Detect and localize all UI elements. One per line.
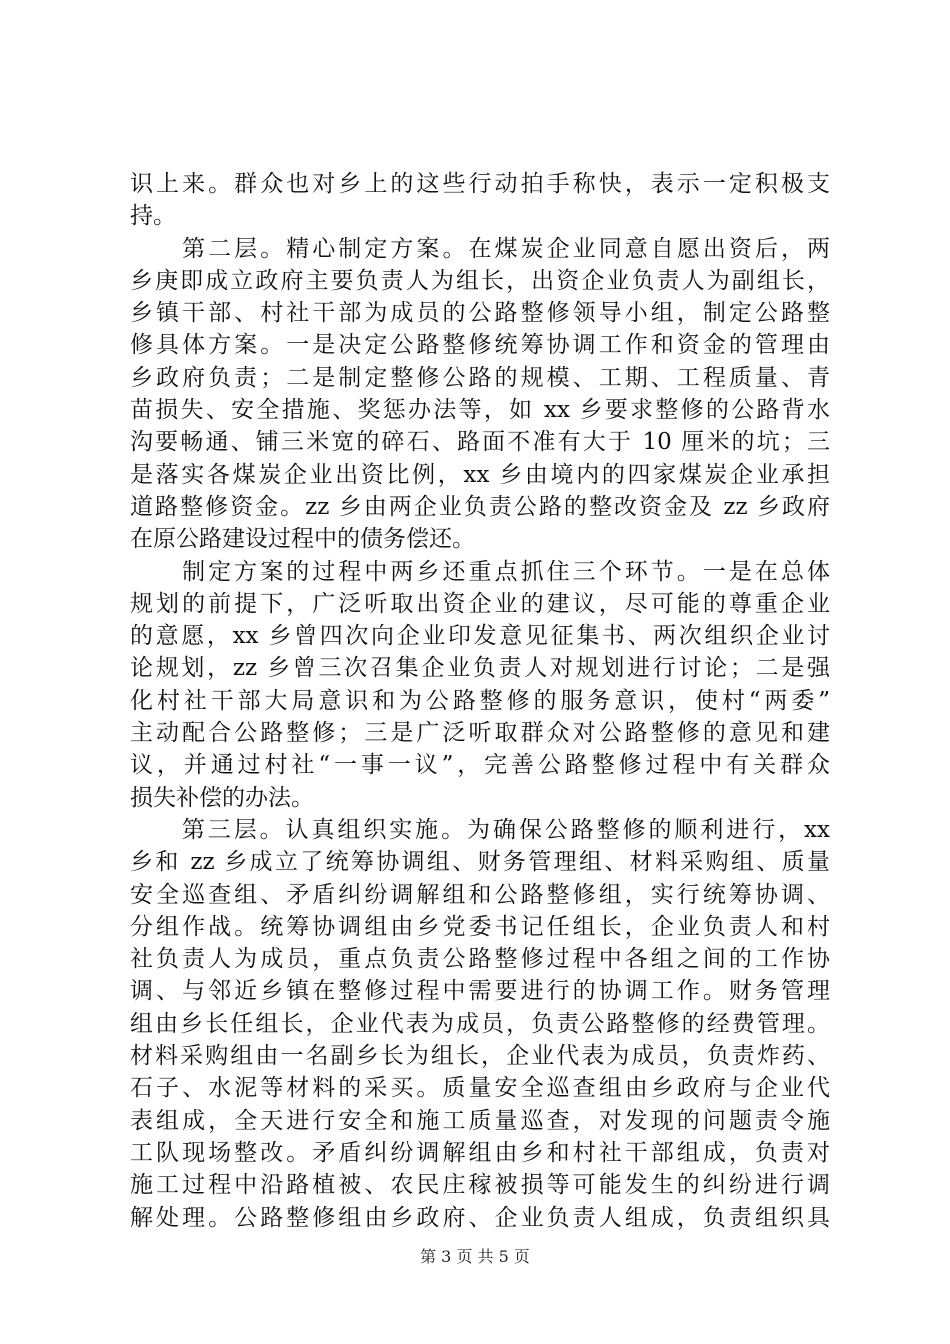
text-line: 的意愿，xx 乡曾四次向企业印发意见征集书、两次组织企业讨 bbox=[130, 623, 830, 650]
text-line: 修具体方案。一是决定公路整修统筹协调工作和资金的管理由 bbox=[130, 332, 830, 359]
text-line: 材料采购组由一名副乡长为组长，企业代表为成员，负责炸药、 bbox=[130, 1043, 830, 1070]
text-line: 是落实各煤炭企业出资比例，xx 乡由境内的四家煤炭企业承担 bbox=[130, 461, 830, 488]
text-line: 安全巡查组、矛盾纠纷调解组和公路整修组，实行统筹协调、 bbox=[130, 881, 830, 908]
paragraph bbox=[130, 556, 830, 814]
text-line: 乡镇干部、村社干部为成员的公路整修领导小组，制定公路整 bbox=[130, 300, 830, 327]
text-line: 识上来。群众也对乡上的这些行动拍手称快，表示一定积极支 bbox=[130, 171, 830, 197]
text-line: 道路整修资金。zz 乡由两企业负责公路的整改资金及 zz 乡政府 bbox=[130, 493, 830, 520]
text-line: 沟要畅通、铺三米宽的碎石、路面不准有大于 10 厘米的坑；三 bbox=[130, 429, 830, 456]
text-line: 乡庚即成立政府主要负责人为组长，出资企业负责人为副组长， bbox=[130, 267, 830, 294]
text-line: 解处理。公路整修组由乡政府、企业负责人组成，负责组织具 bbox=[130, 1204, 830, 1231]
text-line: 调、与邻近乡镇在整修过程中需要进行的协调工作。财务管理 bbox=[130, 978, 830, 1005]
text-line: 主动配合公路整修；三是广泛听取群众对公路整修的意见和建 bbox=[130, 720, 830, 747]
paragraph bbox=[130, 233, 830, 556]
text-line: 规划的前提下，广泛听取出资企业的建议，尽可能的尊重企业 bbox=[130, 590, 830, 617]
text-line: 乡和 zz 乡成立了统筹协调组、财务管理组、材料采购组、质量 bbox=[130, 849, 830, 876]
paragraph bbox=[130, 814, 830, 1234]
text-line: 损失补偿的办法。 bbox=[130, 784, 314, 811]
text-line: 表组成，全天进行安全和施工质量巡查，对发现的问题责令施 bbox=[130, 1107, 830, 1134]
text-line: 乡政府负责；二是制定整修公路的规模、工期、工程质量、青 bbox=[130, 364, 830, 391]
text-line: 持。 bbox=[130, 203, 176, 230]
text-line: 议，并通过村社“一事一议”，完善公路整修过程中有关群众 bbox=[130, 752, 830, 779]
text-line: 在原公路建设过程中的债务偿还。 bbox=[130, 526, 475, 553]
text-line: 工队现场整改。矛盾纠纷调解组由乡和村社干部组成，负责对 bbox=[130, 1139, 830, 1166]
text-line: 苗损失、安全措施、奖惩办法等，如 xx 乡要求整修的公路背水 bbox=[130, 397, 830, 424]
page-footer: 第 3 页 共 5 页 bbox=[420, 1247, 530, 1266]
text-line: 制定方案的过程中两乡还重点抓住三个环节。一是在总体 bbox=[130, 558, 830, 585]
text-line: 组由乡长任组长，企业代表为成员，负责公路整修的经费管理。 bbox=[130, 1010, 830, 1037]
text-line: 第三层。认真组织实施。为确保公路整修的顺利进行，xx bbox=[130, 816, 830, 843]
text-line: 化村社干部大局意识和为公路整修的服务意识，使村“两委” bbox=[130, 687, 830, 714]
document-body bbox=[130, 168, 830, 1234]
text-line: 分组作战。统筹协调组由乡党委书记任组长，企业负责人和村 bbox=[130, 913, 830, 940]
text-line: 社负责人为成员，重点负责公路整修过程中各组之间的工作协 bbox=[130, 946, 830, 973]
paragraph bbox=[130, 168, 830, 233]
text-line: 施工过程中沿路植被、农民庄稼被损等可能发生的纠纷进行调 bbox=[130, 1172, 830, 1199]
text-line: 石子、水泥等材料的采买。质量安全巡查组由乡政府与企业代 bbox=[130, 1075, 830, 1102]
text-line: 论规划，zz 乡曾三次召集企业负责人对规划进行讨论；二是强 bbox=[130, 655, 830, 682]
text-line: 第二层。精心制定方案。在煤炭企业同意自愿出资后，两 bbox=[130, 235, 830, 262]
